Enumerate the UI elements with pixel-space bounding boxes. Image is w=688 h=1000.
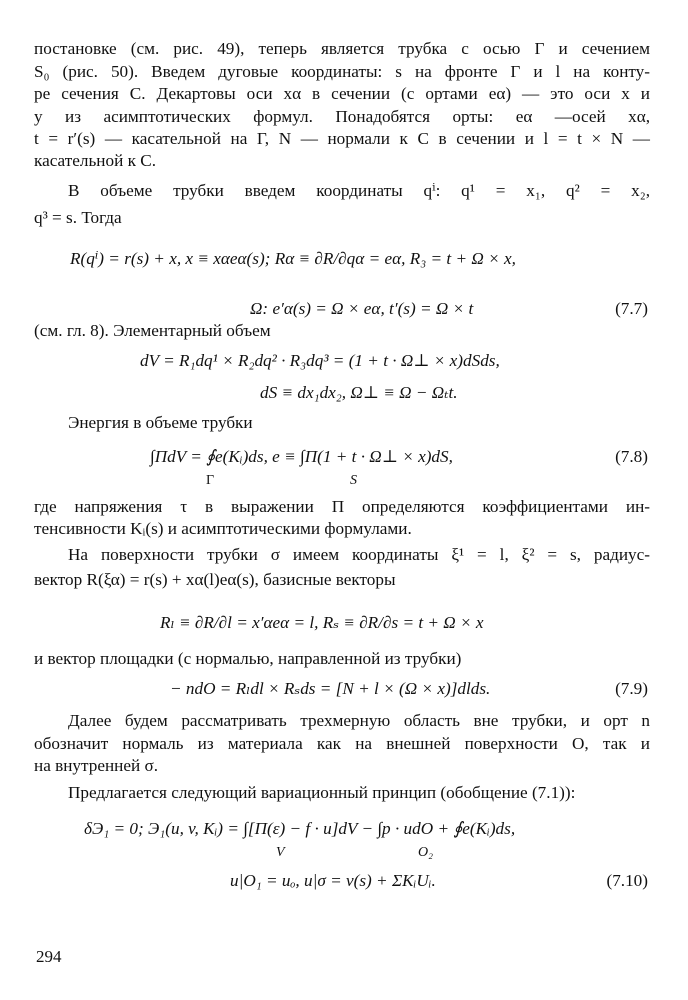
- text-line-18: на внутренней σ.: [34, 756, 159, 775]
- text-line-11: где напряжения τ в выражении Π определяются коэффициентами ин-: [34, 497, 650, 516]
- text-line-12: тенсивности Kᵢ(s) и асимптотическими формулами.: [34, 519, 412, 538]
- equation-number-7-8: (7.8): [615, 447, 648, 466]
- text-line-5: t = r′(s) — касательной на Γ, N — нормали к C в сечении и l = t × N —: [34, 129, 650, 148]
- equation-7-7-line-2: Ω: e′α(s) = Ω × eα, t′(s) = Ω × t: [250, 299, 474, 318]
- equation-7-7-line-1: R(qⁱ) = r(s) + x, x ≡ xαeα(s); Rα ≡ ∂R/∂qα = eα, R₃ = t + Ω × x,: [70, 249, 516, 268]
- equation-7-8: ∫ΠdV = ∮e(Kᵢ)ds, e ≡ ∫Π(1 + t · Ω⊥ × x)dS,: [150, 447, 453, 466]
- equation-7-10-subscript-v: V: [276, 845, 285, 860]
- equation-number-7-7: (7.7): [615, 299, 648, 318]
- text-line-17: обозначит нормаль из материала как на внешней поверхности O, так и: [34, 734, 650, 753]
- equation-7-8-subscript-gamma: Γ: [206, 473, 215, 488]
- equation-number-7-10: (7.10): [606, 871, 648, 890]
- equation-7-9: − ndO = Rₗdl × Rₛds = [N + l × (Ω × x)]dlds.: [170, 679, 491, 698]
- text-line-19: Предлагается следующий вариационный принцип (обобщение (7.1)):: [68, 783, 576, 802]
- text-line-14: вектор R(ξα) = r(s) + xα(l)eα(s), базисные векторы: [34, 570, 396, 589]
- text-line-2: S₀ (рис. 50). Введем дуговые координаты: s на фронте Γ и l на конту-: [34, 62, 650, 81]
- text-line-13: На поверхности трубки σ имеем координаты ξ¹ = l, ξ² = s, радиус-: [68, 545, 650, 564]
- equation-volume-line-2: dS ≡ dx₁dx₂, Ω⊥ ≡ Ω − Ωₜt.: [260, 383, 458, 402]
- text-line-8: q³ = s. Тогда: [34, 208, 122, 227]
- text-line-15: и вектор площадки (с нормалью, направленной из трубки): [34, 649, 462, 668]
- text-line-4: y из асимптотических формул. Понадобятся орты: eα —осей xα,: [34, 107, 650, 126]
- equation-7-10-line-2: u|O₁ = uₒ, u|σ = v(s) + ΣKᵢUᵢ.: [230, 871, 436, 890]
- equation-number-7-9: (7.9): [615, 679, 648, 698]
- equation-7-10-subscript-o2: O₂: [418, 845, 433, 860]
- text-line-6: касательной к C.: [34, 151, 156, 170]
- text-line-10: Энергия в объеме трубки: [68, 413, 253, 432]
- text-line-3: ре сечения C. Декартовы оси xα в сечении (с ортами eα) — это оси x и: [34, 84, 650, 103]
- text-line-1: постановке (см. рис. 49), теперь является трубка с осью Γ и сечением: [34, 39, 650, 58]
- equation-volume-line-1: dV = R₁dq¹ × R₂dq² · R₃dq³ = (1 + t · Ω⊥ × x)dSds,: [140, 351, 500, 370]
- text-line-7: В объеме трубки введем координаты qⁱ: q¹ = x₁, q² = x₂,: [68, 181, 650, 200]
- equation-basis-vectors: Rₗ ≡ ∂R/∂l = x′αeα = l, Rₛ ≡ ∂R/∂s = t + Ω × x: [160, 613, 484, 632]
- text-line-9: (см. гл. 8). Элементарный объем: [34, 321, 271, 340]
- text-line-16: Далее будем рассматривать трехмерную область вне трубки, и орт n: [68, 711, 650, 730]
- equation-7-8-subscript-s: S: [350, 473, 357, 488]
- page-number: 294: [36, 947, 62, 966]
- equation-7-10-line-1: δЭ₁ = 0; Э₁(u, v, Kᵢ) = ∫[Π(ε) − f · u]dV − ∫p · udO + ∮e(Kᵢ)ds,: [84, 819, 516, 838]
